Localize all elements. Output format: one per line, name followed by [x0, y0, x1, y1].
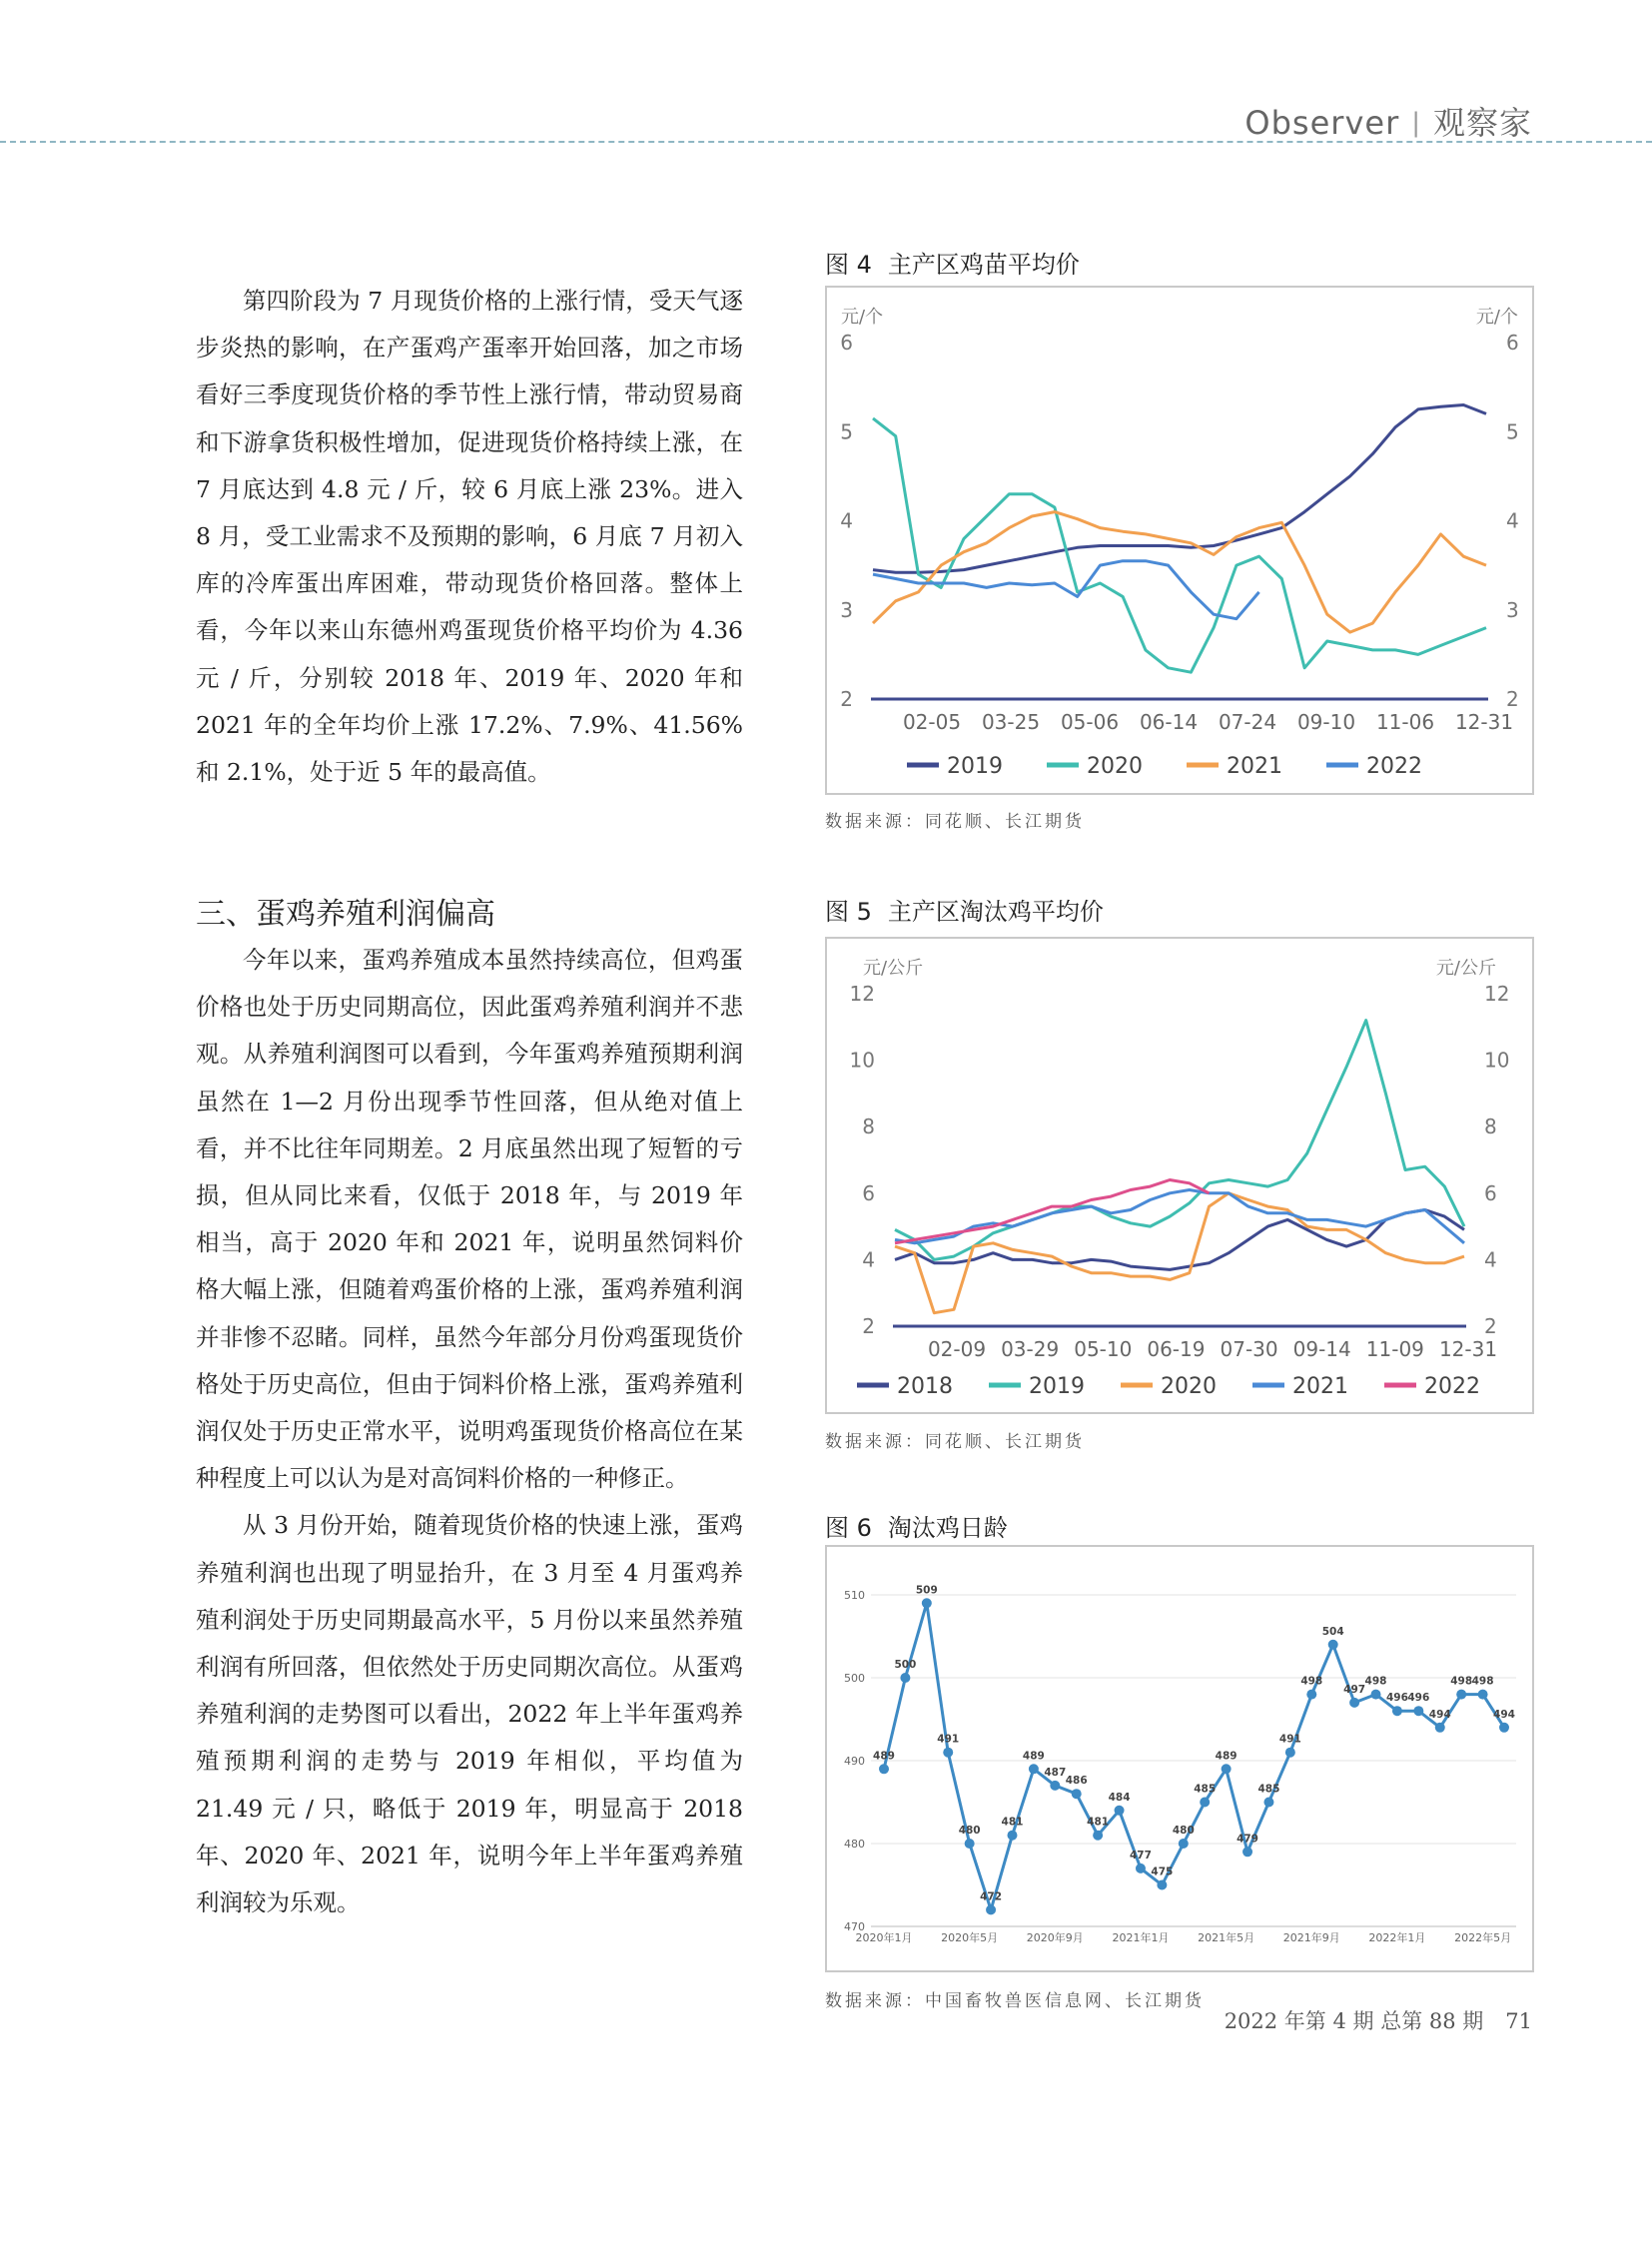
- data-point: [1200, 1798, 1210, 1808]
- x-tick-label: 06-14: [1139, 710, 1199, 734]
- legend-label: 2022: [1424, 1374, 1480, 1399]
- y-tick-label: 470: [844, 1920, 865, 1933]
- data-label: 485: [1194, 1783, 1217, 1796]
- x-tick-label: 2021年9月: [1282, 1931, 1340, 1944]
- data-label: 485: [1257, 1783, 1280, 1796]
- y-tick-label-right: 6: [1506, 331, 1519, 355]
- series-line-2022: [895, 1180, 1210, 1243]
- data-label: 500: [894, 1659, 917, 1671]
- x-tick-label: 09-14: [1292, 1337, 1351, 1361]
- y-tick-label: 490: [844, 1755, 865, 1768]
- x-tick-label: 11-09: [1365, 1337, 1424, 1361]
- legend-label: 2018: [897, 1374, 953, 1399]
- data-label: 479: [1237, 1833, 1258, 1846]
- data-point: [1136, 1864, 1146, 1873]
- data-point: [943, 1748, 953, 1758]
- paragraph-text: 从 3 月份开始，随着现货价格的快速上涨，蛋鸡养殖利润也出现了明显抬升，在 3 月至 4 月蛋鸡养殖利润处于历史同期最高水平，5 月份以来虽然养殖利润有所回落，但依然处于历史同期次高位。从蛋鸡养殖利润的走势图可以看出，2022 年上半年蛋鸡养殖预期利润的走势与 2019 年相似，平均值为 21.49 元 / 只，略低于 2019 年，明显高于 2018 年、2020 年、2021 年，说明今年上半年蛋鸡养殖利润较为乐观。: [196, 1511, 743, 1917]
- series-line-2022: [873, 561, 1259, 619]
- data-label: 489: [1022, 1750, 1045, 1763]
- x-tick-label: 02-09: [927, 1337, 987, 1361]
- data-label: 486: [1065, 1775, 1088, 1788]
- series-line-2019: [873, 405, 1486, 573]
- figure-number: 图 4: [825, 251, 872, 279]
- brand-cn: 观察家: [1432, 104, 1532, 142]
- data-point: [1349, 1698, 1359, 1708]
- figure-number: 图 6: [825, 1514, 872, 1542]
- data-point: [1157, 1880, 1167, 1890]
- y-tick-label-left: 2: [862, 1314, 875, 1338]
- data-label: 472: [980, 1890, 1003, 1903]
- x-tick-label: 2020年5月: [941, 1931, 999, 1944]
- paragraph-text: 今年以来，蛋鸡养殖成本虽然持续高位，但鸡蛋价格也处于历史同期高位，因此蛋鸡养殖利润并不悲观。从养殖利润图可以看到，今年蛋鸡养殖预期利润虽然在 1—2 月份出现季节性回落，但从绝对值上看，并不比往年同期差。2 月底虽然出现了短暂的亏损，但从同比来看，仅低于 2018 年，与 2019 年相当，高于 2020 年和 2021 年，说明虽然饲料价格大幅上涨，但随着鸡蛋价格的上涨，蛋鸡养殖利润并非惨不忍睹。同样，虽然今年部分月份鸡蛋现货价格处于历史高位，但由于饲料价格上涨，蛋鸡养殖利润仅处于历史正常水平，说明鸡蛋现货价格高位在某种程度上可以认为是对高饲料价格的一种修正。: [196, 946, 743, 1493]
- y-tick-label-right: 10: [1484, 1048, 1510, 1073]
- brand-en: Observer: [1244, 104, 1400, 142]
- data-label: 496: [1385, 1692, 1408, 1705]
- figure-5-chart: [825, 937, 1534, 1414]
- legend-label: 2022: [1366, 754, 1422, 779]
- y-tick-label-left: 6: [840, 331, 853, 355]
- data-label: 496: [1407, 1692, 1430, 1705]
- x-tick-label: 07-24: [1218, 710, 1277, 734]
- x-tick-label: 05-06: [1060, 710, 1120, 734]
- y-axis-unit-left: 元/公斤: [863, 958, 924, 979]
- data-label: 497: [1343, 1683, 1366, 1696]
- y-tick-label-left: 6: [862, 1180, 875, 1205]
- culled-hen-price-chart: [827, 939, 1532, 1412]
- x-tick-label: 02-05: [902, 710, 962, 734]
- data-point: [1222, 1764, 1232, 1774]
- x-tick-label: 03-25: [981, 710, 1041, 734]
- legend-label: 2020: [1087, 754, 1143, 779]
- data-label: 481: [1087, 1816, 1110, 1829]
- y-tick-label-left: 8: [862, 1115, 875, 1139]
- chick-price-chart: [827, 288, 1532, 793]
- x-tick-label: 2021年5月: [1198, 1931, 1255, 1944]
- y-tick-label-right: 2: [1506, 687, 1519, 711]
- y-tick-label-left: 3: [840, 597, 853, 622]
- y-tick-label-left: 4: [862, 1247, 875, 1272]
- y-tick-label-right: 4: [1506, 508, 1519, 533]
- y-tick-label-left: 4: [840, 508, 853, 533]
- data-label: 489: [873, 1750, 895, 1763]
- x-tick-label: 12-31: [1438, 1337, 1498, 1361]
- data-label: 498: [1364, 1675, 1387, 1688]
- data-point: [1456, 1690, 1466, 1700]
- x-tick-label: 2022年1月: [1368, 1931, 1426, 1944]
- figure-6-chart: [825, 1545, 1534, 1972]
- legend-label: 2020: [1161, 1374, 1217, 1399]
- y-axis-unit-right: 元/个: [1475, 307, 1518, 328]
- data-label: 489: [1215, 1750, 1238, 1763]
- data-point: [1179, 1839, 1189, 1849]
- data-point: [922, 1598, 932, 1608]
- legend-label: 2021: [1227, 754, 1282, 779]
- brand-separator: |: [1411, 108, 1421, 138]
- data-point: [986, 1904, 996, 1914]
- data-label: 480: [1172, 1825, 1195, 1837]
- y-tick-label-right: 5: [1506, 419, 1519, 444]
- body-paragraph-1: [196, 278, 743, 796]
- y-tick-label-left: 2: [840, 687, 853, 711]
- masthead: [1244, 98, 1532, 144]
- series-line-2021: [895, 1190, 1464, 1243]
- data-point: [1263, 1798, 1273, 1808]
- data-point: [1029, 1764, 1039, 1774]
- y-tick-label-right: 12: [1484, 982, 1510, 1006]
- data-point: [900, 1673, 910, 1683]
- data-point: [1478, 1690, 1488, 1700]
- data-label: 498: [1471, 1675, 1494, 1688]
- series-line-2021: [873, 512, 1486, 633]
- data-label: 494: [1493, 1708, 1515, 1721]
- y-tick-label-right: 2: [1484, 1314, 1497, 1338]
- y-tick-label-right: 6: [1484, 1180, 1497, 1205]
- data-point: [1413, 1706, 1423, 1716]
- x-tick-label: 2020年1月: [855, 1931, 913, 1944]
- data-point: [1499, 1723, 1509, 1733]
- data-point: [1072, 1789, 1082, 1799]
- legend-label: 2019: [1029, 1374, 1085, 1399]
- y-tick-label-left: 12: [849, 982, 875, 1006]
- data-point: [1435, 1723, 1445, 1733]
- page-footer: [1225, 2005, 1532, 2035]
- x-tick-label: 05-10: [1074, 1337, 1133, 1361]
- figure-caption: 主产区淘汰鸡平均价: [887, 898, 1104, 926]
- figure-caption: 淘汰鸡日龄: [887, 1514, 1008, 1542]
- series-line: [884, 1603, 1504, 1909]
- data-label: 491: [1278, 1733, 1301, 1746]
- y-tick-label-right: 4: [1484, 1247, 1497, 1272]
- figure-5-source: 数据来源：同花顺、长江期货: [825, 1432, 1085, 1452]
- data-label: 484: [1108, 1791, 1131, 1804]
- data-point: [1371, 1690, 1381, 1700]
- data-point: [965, 1839, 975, 1849]
- data-point: [1306, 1690, 1316, 1700]
- y-tick-label-left: 5: [840, 419, 853, 444]
- legend-label: 2021: [1292, 1374, 1348, 1399]
- data-label: 475: [1151, 1866, 1174, 1878]
- paragraph-text: 第四阶段为 7 月现货价格的上涨行情，受天气逐步炎热的影响，在产蛋鸡产蛋率开始回落，加之市场看好三季度现货价格的季节性上涨行情，带动贸易商和下游拿货积极性增加，促进现货价格持续上涨，在 7 月底达到 4.8 元 / 斤，较 6 月底上涨 23%。进入 8 月，受工业需求不及预期的影响，6 月底 7 月初入库的冷库蛋出库困难，带动现货价格回落。整体上看，今年以来山东德州鸡蛋现货价格平均价为 4.36 元 / 斤，分别较 2018 年、2019 年、2020 年和 2021 年的全年均价上涨 17.2%、7.9%、41.56% 和 2.1%，处于近 5 年的最高值。: [196, 287, 743, 787]
- figure-number: 图 5: [825, 898, 872, 926]
- data-point: [1285, 1748, 1295, 1758]
- x-tick-label: 2020年9月: [1026, 1931, 1084, 1944]
- figure-5-title: [825, 892, 1104, 927]
- data-point: [1007, 1831, 1017, 1841]
- figure-4-source: 数据来源：同花顺、长江期货: [825, 812, 1085, 832]
- figure-4-title: [825, 245, 1080, 280]
- section-heading: 三、蛋鸡养殖利润偏高: [196, 897, 495, 932]
- data-label: 494: [1428, 1708, 1451, 1721]
- data-point: [1392, 1706, 1402, 1716]
- figure-caption: 主产区鸡苗平均价: [887, 251, 1080, 279]
- header-divider: [0, 141, 1652, 143]
- data-label: 477: [1130, 1849, 1152, 1862]
- data-label: 481: [1001, 1816, 1024, 1829]
- y-tick-label: 480: [844, 1838, 865, 1851]
- legend-label: 2019: [947, 754, 1003, 779]
- series-line-2018: [895, 1210, 1464, 1270]
- data-label: 491: [937, 1733, 960, 1746]
- x-tick-label: 09-10: [1296, 710, 1356, 734]
- x-tick-label: 11-06: [1375, 710, 1435, 734]
- body-paragraphs-2-3: [196, 937, 743, 1926]
- figure-4-chart: [825, 286, 1534, 795]
- data-label: 498: [1450, 1675, 1473, 1688]
- y-tick-label: 510: [844, 1589, 865, 1602]
- x-tick-label: 12-31: [1454, 710, 1514, 734]
- x-tick-label: 07-30: [1220, 1337, 1278, 1361]
- data-label: 504: [1321, 1625, 1344, 1638]
- data-point: [879, 1764, 889, 1774]
- culled-hen-age-chart: [827, 1547, 1532, 1970]
- data-point: [1242, 1847, 1252, 1857]
- figure-6-title: [825, 1508, 1008, 1543]
- data-point: [1328, 1640, 1338, 1650]
- x-tick-label: 03-29: [1001, 1337, 1060, 1361]
- y-axis-unit-left: 元/个: [841, 307, 884, 328]
- x-tick-label: 06-19: [1147, 1337, 1206, 1361]
- x-tick-label: 2021年1月: [1112, 1931, 1170, 1944]
- y-axis-unit-right: 元/公斤: [1435, 958, 1496, 979]
- y-tick-label-right: 3: [1506, 597, 1519, 622]
- y-tick-label-right: 8: [1484, 1115, 1497, 1139]
- data-label: 480: [958, 1825, 981, 1837]
- data-point: [1093, 1831, 1103, 1841]
- data-label: 487: [1044, 1766, 1067, 1779]
- data-label: 509: [915, 1584, 938, 1597]
- data-point: [1115, 1806, 1125, 1816]
- data-label: 498: [1300, 1675, 1323, 1688]
- x-tick-label: 2022年5月: [1454, 1931, 1512, 1944]
- y-tick-label-left: 10: [849, 1048, 875, 1073]
- issue-info: 2022 年第 4 期 总第 88 期: [1224, 2009, 1484, 2033]
- y-tick-label: 500: [844, 1672, 865, 1685]
- page-number: 71: [1505, 2009, 1532, 2033]
- figure-6-source: 数据来源：中国畜牧兽医信息网、长江期货: [825, 1991, 1205, 2011]
- data-point: [1050, 1781, 1060, 1791]
